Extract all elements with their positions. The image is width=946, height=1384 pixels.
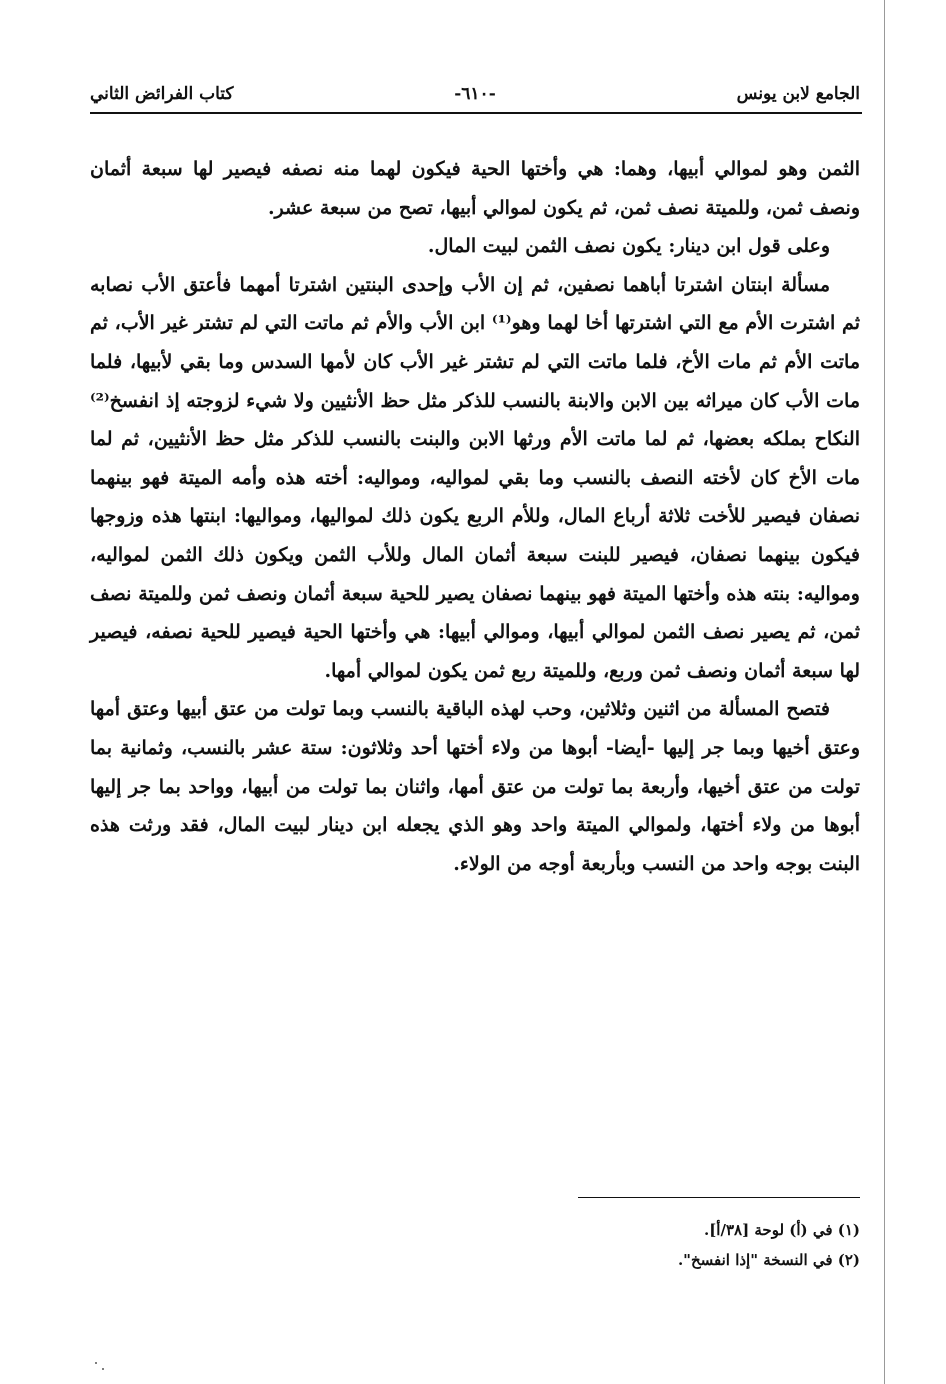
footnote-1: (١) في (أ) لوحة [٣٨/أ]. (703, 1221, 860, 1239)
scan-speck (95, 1362, 97, 1364)
header-page-number: -٦١٠- (454, 84, 496, 104)
footnote-2: (٢) في النسخة "إذا انفسخ". (677, 1251, 860, 1269)
paragraph-2: وعلى قول ابن دينار: يكون نصف الثمن لبيت المال. (427, 235, 830, 258)
running-header (90, 80, 860, 112)
body-text (90, 150, 860, 883)
scan-speck (102, 1368, 104, 1370)
header-chapter-title: كتاب الفرائض الثاني (90, 84, 234, 104)
header-book-title: الجامع لابن يونس (736, 84, 860, 104)
paragraph-3: مسألة ابنتان اشترتا أباهما نصفين، ثم إن الأب وإحدى البنتين اشترتا أمهما فأعتق الأب نصابه ثم اشترت الأم مع التي اشترتها أخا لهما وهو⁽¹⁾ ابن الأب والأم ثم ماتت التي لم تشتر غير الأب، ثم ماتت الأم ثم مات الأخ، فلما ماتت التي لم تشتر غير الأب كان لأمها السدس وما بقي لأبيها، فلما مات الأب كان ميراثه بين الابن والابنة بالنسب للذكر مثل حظ الأنثيين ولا شيء لزوجته إذ انفسخ⁽²⁾ النكاح بملكه بعضها، ثم لما ماتت الأم ورثها الابن والبنت بالنسب للذكر مثل حظ الأنثيين، ثم لما مات الأخ كان لأخته النصف بالنسب وما بقي لمواليه، ومواليه: أخته هذه وأمه الميتة فهو بينهما نصفان فيصير للأخت ثلاثة أرباع المال، وللأم الربع يكون ذلك لمواليها، ومواليها: ابنتها هذه وزوجها فيكون بينهما نصفان، فيصير للبنت سبعة أثمان المال وللأب الثمن ويكون ذلك الثمن لمواليه، ومواليه: بنته هذه وأختها الميتة فهو بينهما نصفان يصير للحية سبعة أثمان ونصف ثمن وللميتة نصف ثمن، ثم يصير نصف الثمن لموالي أبيها، وموالي أبيها: هي وأختها الحية فيصير للحية نصفه، فيصير لها سبعة أثمان ونصف ثمن وربع، وللميتة ربع ثمن يكون لموالي أمها. (90, 273, 860, 682)
footnotes (300, 1215, 860, 1275)
paragraph-4: فتصح المسألة من اثنين وثلاثين، وحب لهذه الباقية بالنسب وبما تولت من عتق أبيها وعتق أمها وعتق أخيها وبما جر إليها -أيضا- أبوها من ولاء أختها أحد وثلاثون: ستة عشر بالنسب، وثمانية بما تولت من عتق أخيها، وأربعة بما تولت من عتق أمها، واثنان بما تولت من أبيها، وواحد بما جر إليها أبوها من ولاء أختها، ولموالي الميتة واحد وهو الذي يجعله ابن دينار لبيت المال، فقد ورثت هذه البنت بوجه واحد من النسب وبأربعة أوجه من الولاء. (90, 698, 860, 875)
header-rule (90, 112, 862, 114)
page-edge-line (884, 0, 885, 1384)
paragraph-1: الثمن وهو لموالي أبيها، وهما: هي وأختها الحية فيكون لهما منه نصفه فيصير لها سبعة أثمان ونصف ثمن، وللميتة نصف ثمن، ثم يكون لموالي أبيها، تصح من سبعة عشر. (90, 158, 860, 219)
footnote-rule (578, 1197, 860, 1198)
